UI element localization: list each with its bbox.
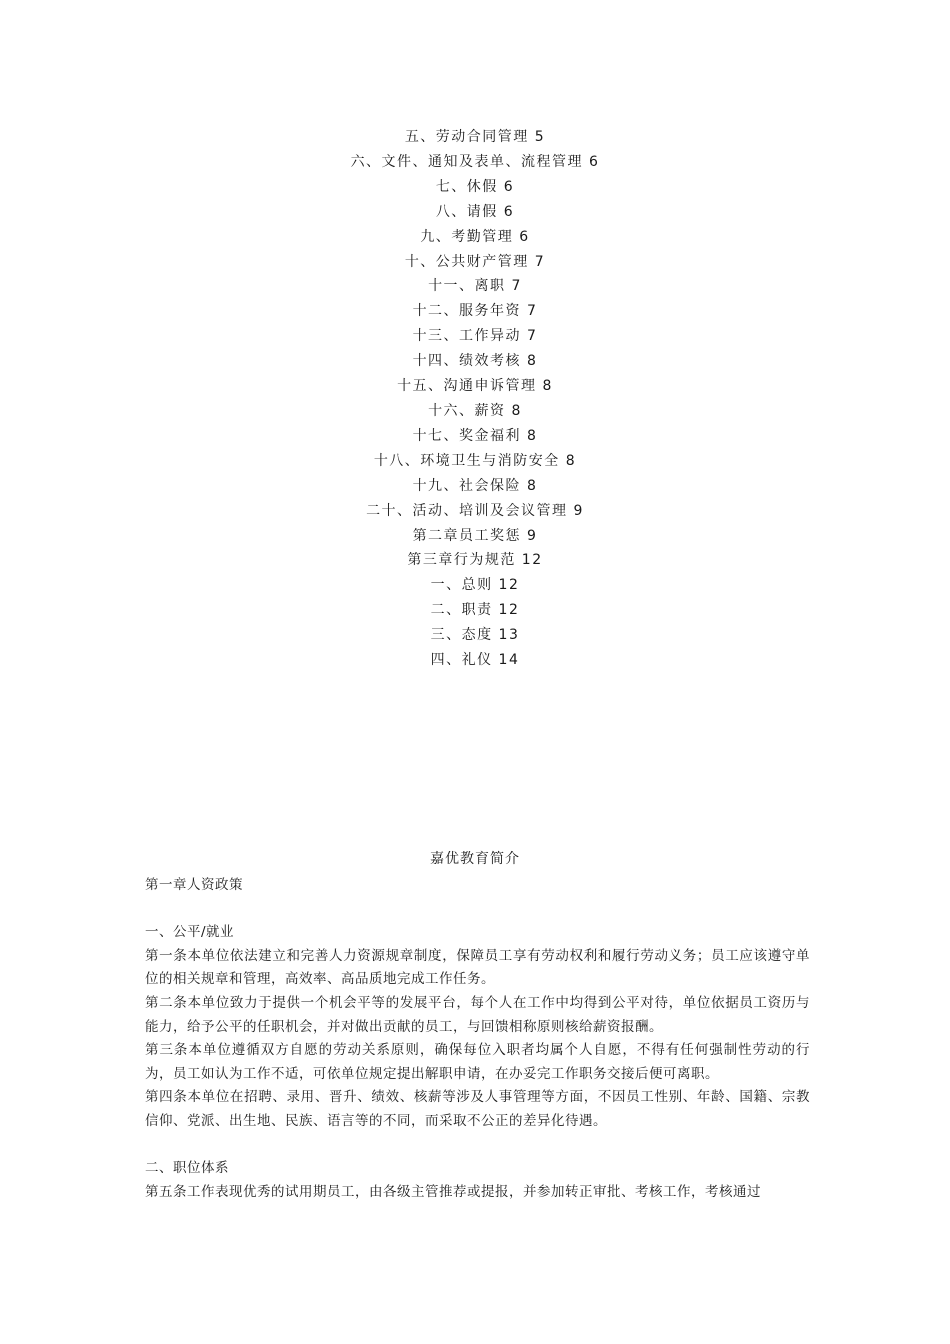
article-paragraph: 第四条本单位在招聘、录用、晋升、绩效、核薪等涉及人事管理等方面，不因员工性别、年龄、国籍、宗教信仰、党派、出生地、民族、语言等的不同，而采取不公正的差异化待遇。: [145, 1089, 810, 1129]
blank-line: [145, 898, 810, 922]
toc-entry: 七、休假 6: [435, 178, 515, 195]
toc-entry: 十三、工作异动 7: [412, 328, 538, 345]
toc-entry: 六、文件、通知及表单、流程管理 6: [350, 153, 600, 170]
toc-entry: 二、职责 12: [430, 602, 520, 619]
toc-entry: 十五、沟通申诉管理 8: [397, 378, 553, 395]
toc-entry: 第二章员工奖惩 9: [412, 527, 538, 544]
toc-entry: 四、礼仪 14: [430, 652, 520, 669]
article-paragraph: 第一条本单位依法建立和完善人力资源规章制度，保障员工享有劳动权利和履行劳动义务；员工应该遵守单位的相关规章和管理，高效率、高品质地完成工作任务。: [145, 947, 810, 988]
toc-entry: 第三章行为规范 12: [407, 552, 543, 569]
toc-entry: 十七、奖金福利 8: [412, 427, 538, 444]
document-title: 嘉优教育简介: [430, 851, 520, 867]
toc-entry: 五、劳动合同管理 5: [404, 129, 546, 145]
toc-entry: 三、态度 13: [430, 627, 520, 644]
toc-entry: 十四、绩效考核 8: [412, 353, 538, 370]
chapter-title: 第一章人资政策: [145, 877, 243, 893]
article-paragraph: 第三条本单位遵循双方自愿的劳动关系原则，确保每位入职者均属个人自愿，不得有任何强制性劳动的行为，员工如认为工作不适，可依单位规定提出解职申请，在办妥完工作职务交接后便可离职。: [145, 1042, 810, 1082]
blank-line: [145, 1134, 810, 1158]
document-body: [145, 874, 810, 1204]
toc-entry: 十九、社会保险 8: [412, 477, 538, 494]
section-title: 一、公平/就业: [145, 924, 235, 941]
article-paragraph: 第五条工作表现优秀的试用期员工，由各级主管推荐或提报，并参加转正审批、考核工作，考核通过: [145, 1183, 761, 1200]
article-paragraph: 第二条本单位致力于提供一个机会平等的发展平台，每个人在工作中均得到公平对待，单位依据员工资历与能力，给予公平的任职机会，并对做出贡献的员工，与回馈相称原则核给薪资报酬。: [145, 994, 810, 1035]
section-title: 二、职位体系: [145, 1160, 229, 1177]
toc-entry: 十二、服务年资 7: [412, 303, 538, 320]
toc-entry: 八、请假 6: [435, 203, 515, 220]
toc-entry: 十一、离职 7: [428, 278, 522, 295]
toc-entry: 十、公共财产管理 7: [404, 253, 546, 270]
toc-entry: 十六、薪资 8: [428, 402, 522, 419]
toc-entry: 二十、活动、培训及会议管理 9: [366, 502, 584, 519]
toc-entry: 一、总则 12: [430, 577, 520, 594]
table-of-contents: [0, 125, 950, 673]
toc-entry: 九、考勤管理 6: [420, 228, 530, 245]
toc-entry: 十八、环境卫生与消防安全 8: [373, 452, 577, 469]
